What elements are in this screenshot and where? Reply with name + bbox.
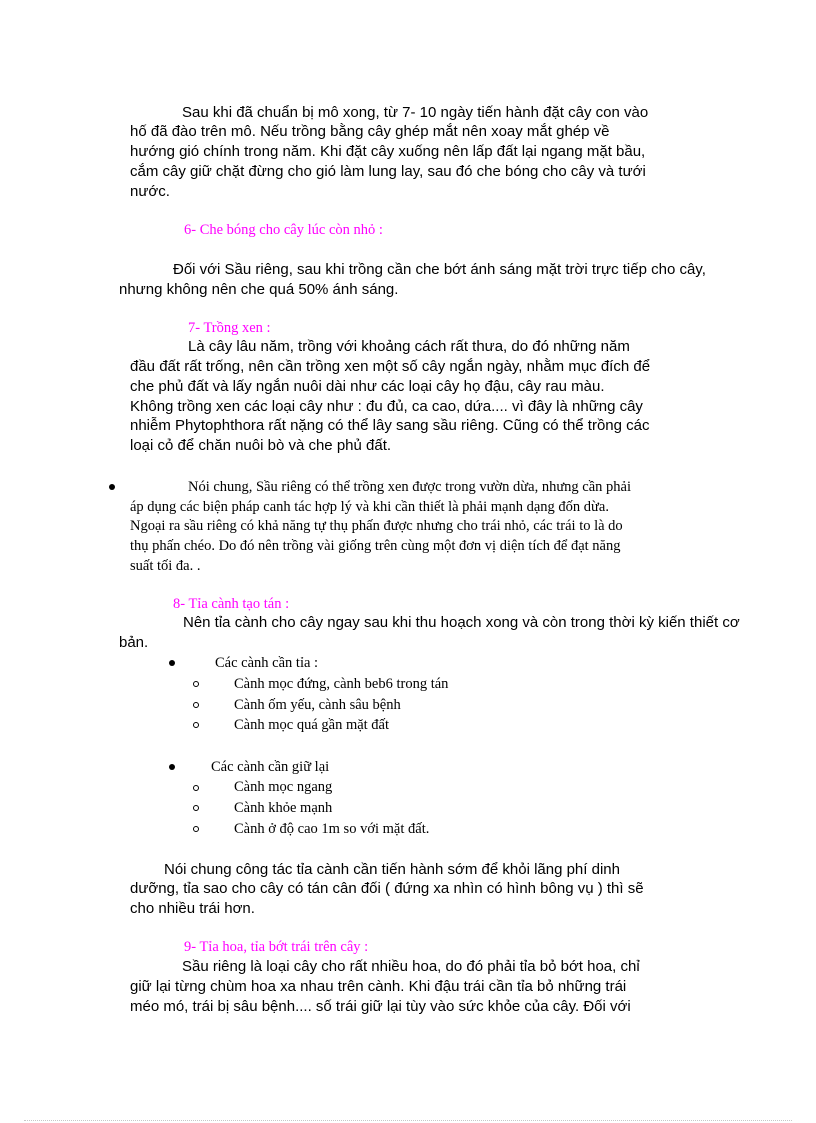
list-item: Cành mọc ngang — [234, 779, 333, 795]
text-line: méo mó, trái bị sâu bệnh.... số trái giữ lại tùy vào sức khỏe của cây. Đối với — [130, 998, 631, 1015]
list-item: Cành ở độ cao 1m so với mặt đất. — [234, 821, 430, 837]
list-item: Cành ốm yếu, cành sâu bệnh — [234, 697, 401, 713]
list-label: Các cành cần tỉa : — [215, 655, 319, 671]
text-line: giữ lại từng chùm hoa xa nhau trên cành. Khi đậu trái cần tỉa bỏ những trái — [130, 978, 627, 995]
text-line: cắm cây giữ chặt đừng cho gió làm lung lay, sau đó che bóng cho cây và tưới — [130, 163, 646, 180]
text-line: hướng gió chính trong năm. Khi đặt cây xuống nên lấp đất lại ngang mặt bầu, — [130, 143, 646, 160]
circle-bullet-icon — [193, 805, 199, 811]
text-line: Ngoại ra sầu riêng có khả năng tự thụ phấn được nhưng cho trái nhỏ, các trái to là do — [130, 518, 623, 534]
list-label: Các cành cần giữ lại — [211, 759, 330, 775]
text-line: cho nhiều trái hơn. — [130, 900, 255, 917]
circle-bullet-icon — [193, 702, 199, 708]
text-line: Sau khi đã chuẩn bị mô xong, từ 7- 10 ngày tiến hành đặt cây con vào — [182, 104, 649, 121]
list-item: Cành khỏe mạnh — [234, 800, 333, 816]
section-heading-8: 8- Tỉa cành tạo tán : — [173, 596, 290, 612]
circle-bullet-icon — [193, 785, 199, 791]
text-line: che phủ đất và lấy ngắn nuôi dài như các loại cây họ đậu, cây rau màu. — [130, 378, 605, 395]
circle-bullet-icon — [193, 826, 199, 832]
text-line: Sầu riêng là loại cây cho rất nhiều hoa, do đó phải tỉa bỏ bớt hoa, chỉ — [182, 958, 640, 975]
text-line: loại cỏ để chăn nuôi bò và che phủ đất. — [130, 437, 392, 454]
text-line: nước. — [130, 183, 170, 200]
bullet-icon — [109, 484, 115, 490]
section-heading-6: 6- Che bóng cho cây lúc còn nhỏ : — [184, 222, 383, 238]
section-heading-9: 9- Tỉa hoa, tỉa bớt trái trên cây : — [184, 939, 369, 955]
text-line: Nói chung, Sầu riêng có thể trồng xen được trong vườn dừa, nhưng cần phải — [188, 479, 632, 495]
text-line: nhiễm Phytophthora rất nặng có thể lây sang sầu riêng. Cũng có thể trồng các — [130, 417, 650, 434]
text-line: Là cây lâu năm, trồng với khoảng cách rất thưa, do đó những năm — [188, 338, 630, 355]
text-line: Không trồng xen các loại cây như : đu đủ, ca cao, dứa.... vì đây là những cây — [130, 398, 643, 415]
text-line: dưỡng, tỉa sao cho cây có tán cân đối ( đứng xa nhìn có hình bông vụ ) thì sẽ — [130, 880, 644, 897]
text-line: áp dụng các biện pháp canh tác hợp lý và khi cần thiết là phải mạnh dạng đốn dừa. — [130, 499, 609, 515]
text-line: đầu đất rất trống, nên cần trồng xen một số cây ngắn ngày, nhằm mục đích để — [130, 358, 651, 375]
text-line: bản. — [119, 634, 149, 651]
text-line: Nói chung công tác tỉa cành cần tiến hành sớm để khỏi lãng phí dinh — [164, 861, 620, 878]
bullet-icon — [169, 764, 175, 770]
text-line: hố đã đào trên mô. Nếu trồng bằng cây ghép mắt nên xoay mắt ghép về — [130, 123, 610, 140]
text-line: nhưng không nên che quá 50% ánh sáng. — [119, 281, 399, 298]
circle-bullet-icon — [193, 722, 199, 728]
page-bottom-divider — [24, 1120, 792, 1121]
text-line: Nên tỉa cành cho cây ngay sau khi thu hoạch xong và còn trong thời kỳ kiến thiết cơ — [183, 614, 740, 631]
list-item: Cành mọc quá gần mặt đất — [234, 717, 390, 733]
bullet-icon — [169, 660, 175, 666]
text-line: thụ phấn chéo. Do đó nên trồng vài giống trên cùng một đơn vị diện tích để đạt năng — [130, 538, 621, 554]
list-item: Cành mọc đứng, cành beb6 trong tán — [234, 676, 449, 692]
text-line: Đối với Sầu riêng, sau khi trồng cần che bớt ánh sáng mặt trời trực tiếp cho cây, — [173, 261, 706, 278]
text-line: suất tối đa. . — [130, 558, 201, 574]
circle-bullet-icon — [193, 681, 199, 687]
section-heading-7: 7- Trồng xen : — [188, 320, 271, 336]
